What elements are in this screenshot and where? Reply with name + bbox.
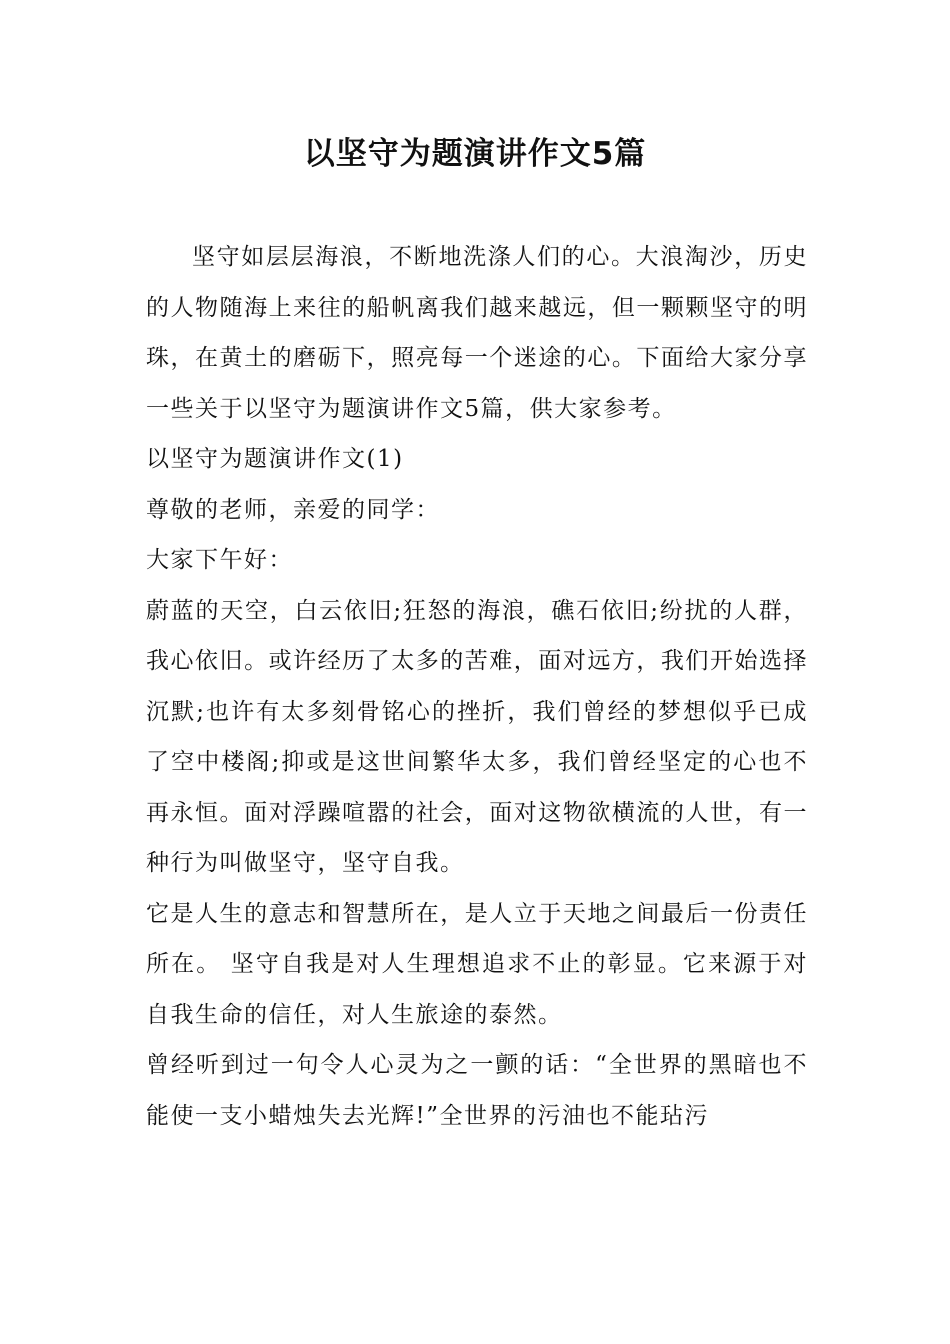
- salutation-line: 尊敬的老师，亲爱的同学：: [146, 496, 440, 523]
- body-paragraph: 蔚蓝的天空，白云依旧;狂怒的海浪，礁石依旧;纷扰的人群，我心依旧。或许经历了太多的苦难，面对远方，我们开始选择沉默;也许有太多刻骨铭心的挫折，我们曾经的梦想似乎已成了空中楼阁;抑或是这世间繁华太多，我们曾经坚定的心也不再永恒。面对浮躁喧嚣的社会，面对这物欲横流的人世，有一种行为叫做坚守，坚守自我。: [146, 597, 808, 876]
- body-paragraph: 曾经听到过一句令人心灵为之一颤的话：“全世界的黑暗也不能使一支小蜡烛失去光辉!”全世界的污油也不能玷污: [146, 1052, 808, 1129]
- greeting-line: 大家下午好：: [146, 547, 293, 573]
- body-paragraph: 它是人生的意志和智慧所在，是人立于天地之间最后一份责任所在。 坚守自我是对人生理想追求不止的彰显。它来源于对自我生命的信任，对人生旅途的泰然。: [146, 900, 808, 1028]
- intro-paragraph: 坚守如层层海浪，不断地洗涤人们的心。大浪淘沙，历史的人物随海上来往的船帆离我们越来越远，但一颗颗坚守的明珠，在黄土的磨砺下，照亮每一个迷途的心。下面给大家分享一些关于以坚守为题演讲作文5篇，供大家参考。: [146, 244, 808, 422]
- document-body: [146, 232, 808, 1141]
- section-heading: 以坚守为题演讲作文(1): [146, 446, 404, 472]
- document-title: 以坚守为题演讲作文5篇: [303, 136, 647, 172]
